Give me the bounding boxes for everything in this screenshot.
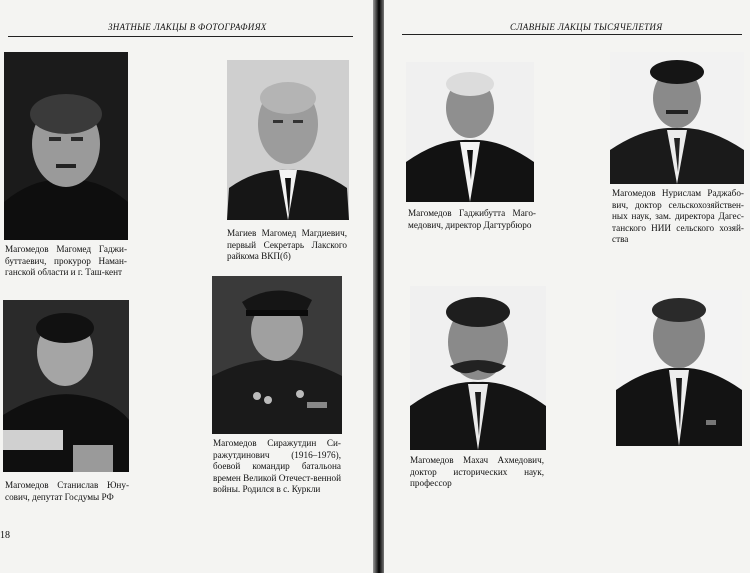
header-rule bbox=[402, 34, 742, 35]
portrait-photo-6 bbox=[610, 52, 744, 184]
book-spine bbox=[373, 0, 384, 573]
portrait-photo-4 bbox=[212, 276, 342, 434]
portrait-photo-7 bbox=[410, 286, 546, 450]
caption-1: Магомедов Магомед Гаджи-буттаевич, прокурор Наман-ганской области и г. Таш-кент bbox=[5, 244, 127, 277]
portrait-2-image bbox=[227, 60, 349, 220]
left-page bbox=[0, 0, 373, 573]
left-page-header: ЗНАТНЫЕ ЛАКЦЫ В ФОТОГРАФИЯХ bbox=[108, 22, 267, 32]
portrait-5-image bbox=[406, 62, 534, 202]
caption-3: Магомедов Станислав Юну-сович, депутат Госдумы РФ bbox=[5, 480, 129, 502]
portrait-1-image bbox=[4, 52, 128, 240]
portrait-6-image bbox=[610, 52, 744, 184]
right-page-header: СЛАВНЫЕ ЛАКЦЫ ТЫСЯЧЕЛЕТИЯ bbox=[510, 22, 663, 32]
caption-2: Магиев Магомед Магдиевич, первый Секретарь Лакского райкома ВКП(б) bbox=[227, 228, 347, 261]
portrait-photo-2 bbox=[227, 60, 349, 220]
caption-6: Магомедов Нурислам Раджабо-вич, доктор сельскохозяйствен-ных наук, зам. директора Дагес-танского НИИ сельского хозяй-ства bbox=[612, 188, 744, 244]
portrait-7-image bbox=[410, 286, 546, 450]
portrait-4-image bbox=[212, 276, 342, 434]
right-page bbox=[384, 0, 750, 573]
portrait-photo-5 bbox=[406, 62, 534, 202]
portrait-photo-1 bbox=[4, 52, 128, 240]
header-rule bbox=[8, 36, 353, 37]
page-number: 18 bbox=[0, 530, 10, 541]
caption-4: Магомедов Сиражутдин Си-ражутдинович (1916–1976), боевой командир батальона времен Великой Отечест-венной войны. Родился в с. Куркли bbox=[213, 438, 341, 494]
caption-7: Магомедов Махач Ахмедович, доктор исторических наук, профессор bbox=[410, 455, 544, 488]
caption-5: Магомедов Гаджибутта Маго-медович, директор Дагтурбюро bbox=[408, 208, 536, 230]
portrait-photo-8 bbox=[616, 290, 742, 446]
portrait-8-image bbox=[616, 290, 742, 446]
portrait-3-image bbox=[3, 300, 129, 472]
portrait-photo-3 bbox=[3, 300, 129, 472]
